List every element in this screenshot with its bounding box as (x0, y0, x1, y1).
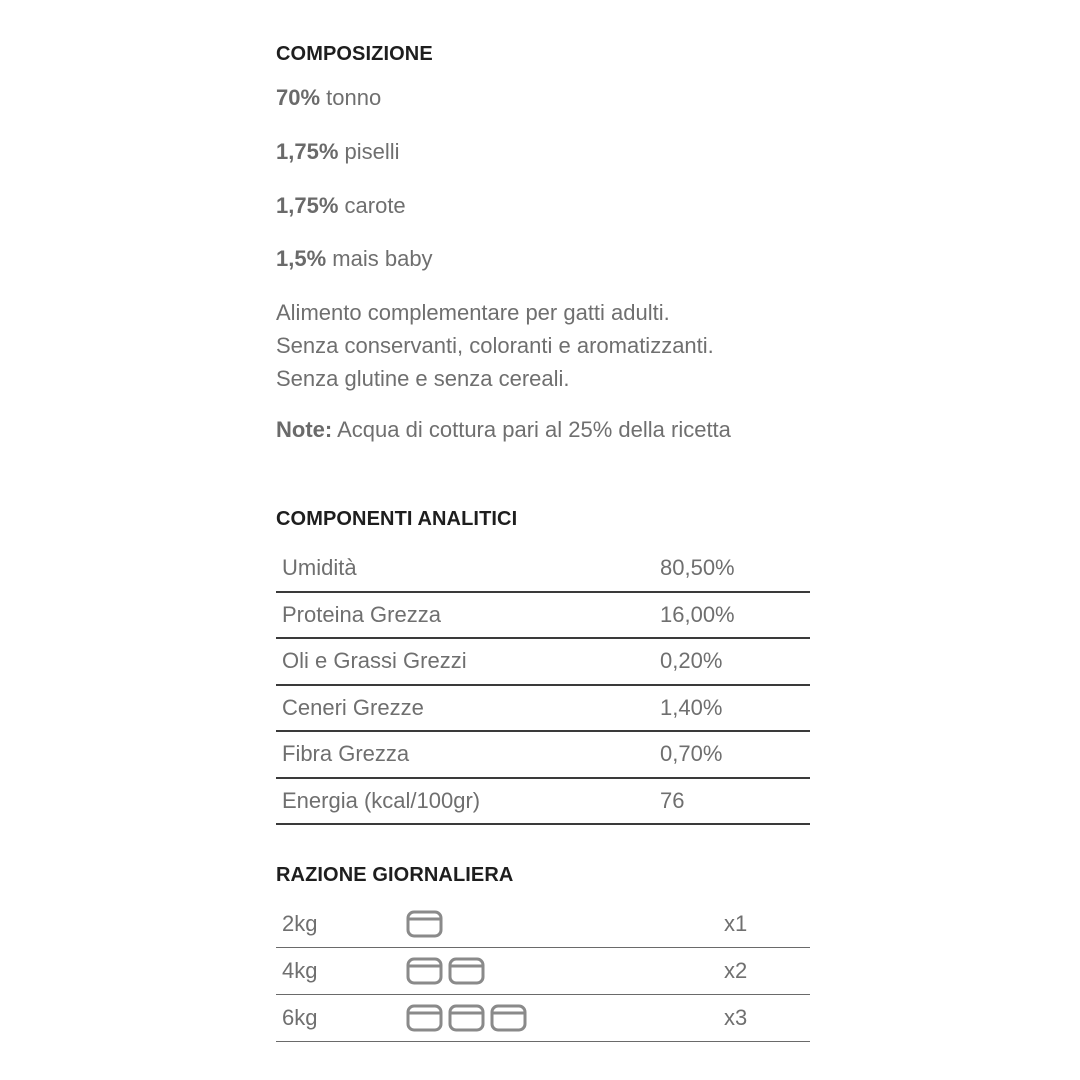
analytical-components-table (276, 546, 810, 825)
can-icon (406, 957, 443, 985)
can-quantity: x3 (724, 1005, 748, 1030)
can-icons (406, 910, 443, 938)
component-value: 0,70% (660, 741, 723, 767)
table-row (276, 779, 810, 826)
ingredient-name: piselli (344, 139, 400, 164)
component-name: Ceneri Grezze (282, 694, 424, 720)
ration-row (276, 995, 810, 1042)
ingredient-name: carote (344, 193, 406, 218)
table-row (276, 546, 810, 593)
cat-weight: 2kg (282, 911, 318, 936)
description-line: Alimento complementare per gatti adulti. (276, 300, 670, 325)
can-quantity: x1 (724, 911, 748, 936)
component-name: Fibra Grezza (282, 741, 410, 767)
razione-giornaliera-title: RAZIONE GIORNALIERA (276, 864, 514, 886)
ration-row (276, 948, 810, 995)
component-name: Umidità (282, 555, 357, 581)
ingredient-line (276, 193, 406, 219)
table-row (276, 732, 810, 779)
component-name: Energia (kcal/100gr) (282, 787, 481, 813)
table-row (276, 593, 810, 640)
can-icon (406, 1004, 443, 1032)
component-value: 0,20% (660, 648, 723, 674)
ingredient-percentage: 1,75% (276, 193, 339, 218)
ration-row (276, 901, 810, 948)
ingredient-line (276, 139, 400, 165)
can-icon (406, 910, 443, 938)
table-row (276, 686, 810, 733)
component-value: 80,50% (660, 555, 735, 581)
component-value: 76 (660, 787, 685, 813)
note (276, 417, 731, 443)
cat-weight: 6kg (282, 1005, 318, 1030)
component-name: Proteina Grezza (282, 601, 441, 627)
ingredient-line (276, 85, 381, 111)
description-line: Senza glutine e senza cereali. (276, 366, 570, 391)
note-text: Acqua di cottura pari al 25% della ricetta (337, 417, 731, 442)
product-description (276, 296, 714, 395)
component-value: 16,00% (660, 601, 735, 627)
daily-ration-table (276, 901, 810, 1042)
ingredient-percentage: 1,75% (276, 139, 339, 164)
componenti-analitici-title: COMPONENTI ANALITICI (276, 508, 518, 530)
component-name: Oli e Grassi Grezzi (282, 648, 467, 674)
can-icons (406, 957, 485, 985)
description-line: Senza conservanti, coloranti e aromatizzanti. (276, 333, 714, 358)
ingredient-name: mais baby (332, 246, 433, 271)
note-label: Note: (276, 417, 333, 442)
ingredient-percentage: 70% (276, 85, 321, 110)
ingredient-line (276, 246, 433, 272)
can-quantity: x2 (724, 958, 748, 983)
ingredient-percentage: 1,5% (276, 246, 327, 271)
composizione-title: COMPOSIZIONE (276, 43, 433, 65)
component-value: 1,40% (660, 694, 723, 720)
ingredient-name: tonno (326, 85, 382, 110)
table-row (276, 639, 810, 686)
can-icons (406, 1004, 527, 1032)
can-icon (490, 1004, 527, 1032)
can-icon (448, 957, 485, 985)
can-icon (448, 1004, 485, 1032)
cat-weight: 4kg (282, 958, 318, 983)
